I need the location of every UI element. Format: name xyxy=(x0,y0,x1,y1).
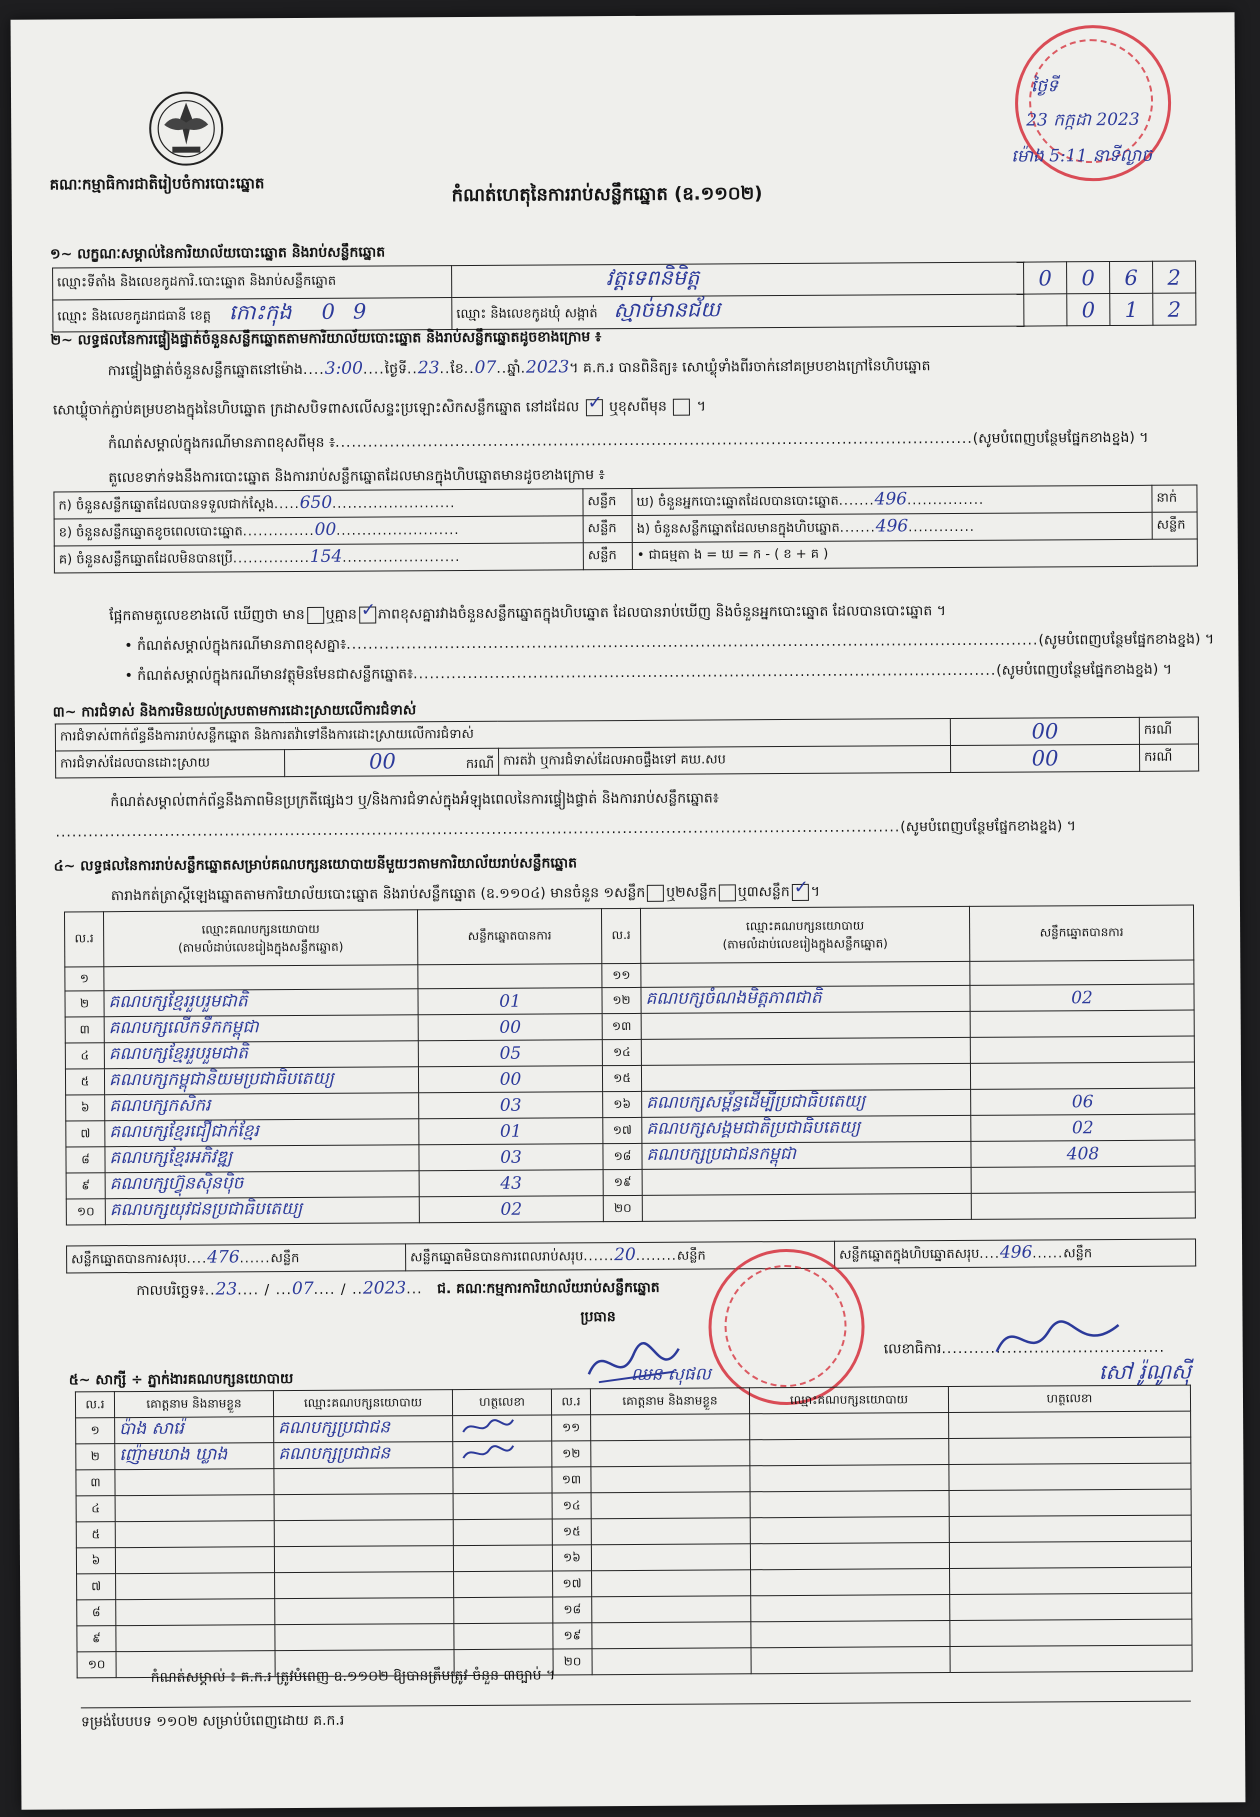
party-number: ២ xyxy=(79,995,90,1010)
witness-number: ៨ xyxy=(77,1600,116,1626)
note-diff2: • កំណត់សម្គាល់ក្នុងករណីមានភាពខុសគ្នា៖...............................................................................................................................(សូមបំពេញបន្ថែមផ្នែកខាងខ្នង) ។ xyxy=(124,631,1215,655)
witness-number: ១១ xyxy=(552,1415,591,1441)
party-votes: 00 xyxy=(499,1017,522,1038)
party-number: ៥ xyxy=(80,1073,90,1088)
three-sheet-checkbox[interactable]: ✓ xyxy=(792,883,809,900)
commune-value: ស្មាច់មានជ័យ xyxy=(613,297,721,323)
commune-code-digit: 0 xyxy=(1081,297,1096,322)
voters-count: 496 xyxy=(874,489,908,510)
province-code: 0 xyxy=(321,299,335,324)
location-value: វត្តទេពនិមិត្ត xyxy=(606,265,700,291)
stamp-date-line2: 23 កក្កដា 2023 xyxy=(1026,109,1140,131)
witness-signature xyxy=(949,1463,1191,1490)
witness-number: ៥ xyxy=(76,1522,115,1548)
party-number: ៧ xyxy=(80,1125,91,1140)
official-seal-center-inner xyxy=(724,1265,847,1388)
province-code: 9 xyxy=(352,299,367,324)
witness-signature xyxy=(949,1489,1191,1516)
witness-number: ៧ xyxy=(77,1574,116,1600)
witness-name: ប៉ាង សារ៉េ xyxy=(115,1417,274,1444)
formula: • ជាធម្មតា ង = ឃ = ក - ( ខ + គ ) xyxy=(632,539,1197,569)
witness-party xyxy=(274,1520,453,1547)
totals-row: សន្លឹកឆ្នោតបានការសរុប....476......សន្លឹក សន្លឹកឆ្នោតមិនបានការពេលរាប់សរុប......20........សន្លឹក សន្លឹកឆ្នោតក្នុងហិបឆ្នោតសរុប....496......សន្លឹក xyxy=(66,1239,1196,1274)
witness-signature xyxy=(453,1519,552,1546)
unused-ballots: 154 xyxy=(309,546,343,567)
witness-name xyxy=(592,1622,751,1649)
party-name: គណបក្សខ្មែរអភិវឌ្ឍ xyxy=(109,1147,233,1169)
witness-signature xyxy=(453,1467,552,1494)
party-number: ៦ xyxy=(80,1099,90,1114)
party-votes: 03 xyxy=(499,1095,522,1116)
party-votes: 02 xyxy=(500,1199,523,1220)
party-name: គណបក្សខ្មែររួបរួមជាតិ xyxy=(108,991,248,1013)
party-name: គណបក្សចំណងមិត្តភាពជាតិ xyxy=(645,987,822,1009)
complaints-note: កំណត់សម្គាល់ពាក់ព័ន្ធនឹងភាពមិនប្រក្រតីផ្សេងៗ ឬ/និងការជំទាស់ក្នុងអំឡុងពេលនៃការផ្ទៀងផ្ទាត់ និងការរាប់សន្លឹកឆ្នោត៖ xyxy=(110,790,719,811)
verify-day: 23 xyxy=(417,358,440,379)
witness-signature xyxy=(949,1541,1191,1568)
party-number: ១៦ xyxy=(613,1096,631,1111)
two-sheet-checkbox[interactable] xyxy=(719,884,736,901)
chair-label: ប្រធាន xyxy=(580,1309,616,1326)
section5-title: ៥~ សាក្សី ÷ ភ្នាក់ងារគណបក្សនយោបាយ xyxy=(68,1371,294,1389)
committee-label: ជ. គណៈកម្មការការិយាល័យរាប់សន្លឹកឆ្នោត xyxy=(436,1279,660,1298)
party-number: ៩ xyxy=(81,1177,90,1192)
witness-party xyxy=(274,1546,453,1573)
location-code-digit: 0 xyxy=(1081,265,1095,290)
witness-signature xyxy=(949,1411,1191,1438)
province-value: កោះកុង xyxy=(228,300,292,325)
verify-year: 2023 xyxy=(525,357,570,378)
witness-party xyxy=(750,1517,949,1544)
location-label: ឈ្មោះទីតាំង និងលេខកូដការិ.បោះឆ្នោត និងរាប់សន្លឹកឆ្នោត xyxy=(53,266,452,300)
section3-title: ៣~ ការជំទាស់ និងការមិនយល់ស្របតាមការដោះស្រាយលើការជំទាស់ xyxy=(52,702,417,721)
verify-line1: ការផ្ទៀងផ្ទាត់ចំនួនសន្លឹកឆ្នោតនៅម៉ោង....3:00....ថ្ងៃទី..23..ខែ..07..ឆ្នាំ.2023។ គ.ក.រ បានពិនិត្យ៖ សោឃ្លុំទាំងពីរចាក់នៅគម្របខាងក្រៅនៃហិបឆ្នោត xyxy=(107,357,931,380)
chair-name: ឈន សុផល xyxy=(630,1364,712,1385)
party-votes: 00 xyxy=(499,1069,522,1090)
witness-number: ១៥ xyxy=(552,1519,591,1545)
date-line: កាលបរិច្ឆេទ៖..23.... / ...07.... / ..2023... ជ. គណៈកម្មការការិយាល័យរាប់សន្លឹកឆ្នោត xyxy=(136,1278,660,1300)
footer: ទម្រង់បែបបទ ១១០២ សម្រាប់បំពេញដោយ គ.ក.រ xyxy=(80,1712,345,1731)
party-number: ៤ xyxy=(80,1047,90,1062)
witness-name xyxy=(591,1544,750,1571)
document-page xyxy=(11,12,1246,1809)
witness-number: ២ xyxy=(76,1444,115,1470)
has-difference-checkbox[interactable] xyxy=(307,606,324,623)
footnote: កំណត់សម្គាល់ ៖ គ.ក.រ ត្រូវបំពេញ ឧ.១១០២ ឱ្យបានត្រឹមត្រូវ ចំនួន ៣ច្បាប់ ។ xyxy=(150,1667,556,1686)
party-number: ១២ xyxy=(612,992,631,1007)
party-name: គណបក្សសង្គមជាតិប្រជាធិបតេយ្យ xyxy=(646,1117,861,1139)
party-votes: 02 xyxy=(1071,987,1093,1008)
tally-sheets-line: តារាងកត់ត្រាស្តីឡេងឆ្នោតតាមការិយាល័យបោះឆ្នោត និងរាប់សន្លឹកឆ្នោត (ឧ.១១០៤) មានចំនួន ១សន្លឹក ឬ២សន្លឹក ឬ៣សន្លឹក ✓ ។ xyxy=(110,876,821,905)
location-code-digit: 0 xyxy=(1038,265,1052,290)
party-votes: 06 xyxy=(1071,1091,1094,1112)
witness-party xyxy=(751,1647,950,1674)
party-votes: 03 xyxy=(500,1147,522,1168)
party-number: ១៣ xyxy=(611,1018,632,1033)
witness-number: ២០ xyxy=(553,1649,592,1675)
witness-name xyxy=(591,1492,750,1519)
witness-name xyxy=(115,1547,274,1574)
witness-name xyxy=(592,1596,751,1623)
commune-code-digit: 1 xyxy=(1124,297,1139,322)
witness-signature xyxy=(949,1437,1191,1464)
witness-name: ញ៉ោមឃាង ឃ្លាង xyxy=(115,1443,274,1470)
witness-number: ៤ xyxy=(76,1496,115,1522)
witness-signature xyxy=(949,1515,1191,1542)
complaints-table: ការជំទាស់ពាក់ព័ន្ធនឹងការរាប់សន្លឹកឆ្នោត និងការតវ៉ាទៅនឹងការដោះស្រាយលើការជំទាស់ 00 ករណី ការជំទាស់ដែលបានដោះស្រាយ 00 ករណី ការតវ៉ា ឬការជំទាស់ដែលអាចផ្ទឹងទៅ គឃ.សប 00 ករណី xyxy=(55,717,1199,779)
witness-signature xyxy=(950,1619,1192,1646)
witness-signature xyxy=(950,1593,1192,1620)
witness-party xyxy=(750,1543,949,1570)
location-code-digit: 2 xyxy=(1167,265,1181,290)
witness-signature-icon xyxy=(457,1416,517,1438)
witness-number: ១៦ xyxy=(552,1545,591,1571)
witness-number: ៣ xyxy=(76,1470,115,1496)
total-invalid: 20 xyxy=(614,1244,636,1266)
witness-party xyxy=(750,1413,949,1440)
escalated-count: 00 xyxy=(1031,746,1059,771)
witness-party xyxy=(275,1598,454,1625)
section1-table xyxy=(52,261,1196,333)
province-label: ឈ្មោះ និងលេខកូដរាជធានី ខេត្ត xyxy=(57,308,212,325)
same-checkbox[interactable]: ✓ xyxy=(586,399,603,416)
party-name: គណបក្សខ្មែរជឿជាក់ខ្មែរ xyxy=(109,1121,259,1143)
witness-party xyxy=(750,1439,949,1466)
party-name: គណបក្សកម្ពុជានិយមប្រជាធិបតេយ្យ xyxy=(108,1068,334,1091)
witness-signature xyxy=(453,1415,552,1442)
figures-intro: តួលេខទាក់ទងនឹងការបោះឆ្នោត និងការរាប់សន្លឹកឆ្នោតដែលមានក្នុងហិបឆ្នោតមានដូចខាងក្រោម ៖ xyxy=(108,467,605,487)
witness-name xyxy=(591,1414,750,1441)
commune-code-digit: 2 xyxy=(1167,297,1182,322)
received-ballots: 650 xyxy=(299,492,333,513)
party-number: ២០ xyxy=(613,1200,632,1215)
witness-party xyxy=(750,1491,949,1518)
party-votes: 408 xyxy=(1066,1143,1100,1164)
party-number: ១៥ xyxy=(613,1070,631,1085)
total-in-box: 496 xyxy=(999,1242,1033,1263)
party-number: ៨ xyxy=(81,1151,90,1166)
spoiled-ballots: 00 xyxy=(314,519,337,540)
party-name: គណបក្សខ្មែររួបរួមជាតិ xyxy=(108,1043,249,1065)
witness-name xyxy=(116,1573,275,1600)
witness-number: ១២ xyxy=(552,1441,591,1467)
secretary-label: លេខាធិការ......................................... xyxy=(883,1339,1165,1358)
party-number: ១៤ xyxy=(613,1044,631,1059)
changed-checkbox[interactable] xyxy=(673,398,690,415)
witness-name xyxy=(592,1648,751,1675)
witness-number: ១៤ xyxy=(552,1493,591,1519)
witness-number: ១០ xyxy=(77,1652,116,1678)
difference-line: ផ្អែកតាមតួលេខខាងលើ ឃើញថា មាន ឬគ្មាន ✓ ភាពខុសគ្នារវាងចំនួនសន្លឹកឆ្នោតក្នុងហិបឆ្នោត ដែលបានរាប់ឃើញ និងចំនួនអ្នកបោះឆ្នោត ដែលបានបោះឆ្នោត ។ xyxy=(109,599,946,625)
party-number: ៣ xyxy=(79,1021,90,1036)
party-votes: 43 xyxy=(500,1173,523,1194)
witness-party: គណបក្សប្រជាជន xyxy=(274,1416,453,1443)
witness-party xyxy=(275,1572,454,1599)
org-name: គណៈកម្មាធិការជាតិរៀបចំការបោះឆ្នោត xyxy=(49,174,265,194)
witness-number: ៦ xyxy=(76,1548,115,1574)
witness-name xyxy=(115,1495,274,1522)
witness-number: ១ xyxy=(76,1418,115,1444)
witness-party xyxy=(751,1595,950,1622)
witness-number: ៩ xyxy=(77,1626,116,1652)
witness-party xyxy=(275,1624,454,1651)
party-number: ១ xyxy=(79,970,89,985)
page-title: កំណត់ហេតុនៃការរាប់សន្លឹកឆ្នោត (ឧ.១១០២) xyxy=(451,183,763,207)
resolved-count: 00 xyxy=(369,749,396,774)
witness-number: ១៨ xyxy=(553,1597,592,1623)
witness-signature xyxy=(453,1441,552,1468)
total-valid: 476 xyxy=(207,1247,240,1268)
commune-label: ឈ្មោះ និងលេខកូដឃុំ សង្កាត់ xyxy=(456,306,598,323)
witness-signature xyxy=(453,1545,552,1572)
witness-party xyxy=(751,1569,950,1596)
witness-party xyxy=(274,1494,453,1521)
stamp-date-line3: ម៉ោង 5:11 នាទីល្ងាច xyxy=(1011,145,1153,167)
witness-name xyxy=(116,1625,275,1652)
one-sheet-checkbox[interactable] xyxy=(647,884,664,901)
party-name: គណបក្សប្រជាជនកម្ពុជា xyxy=(646,1143,797,1165)
witness-name xyxy=(591,1518,750,1545)
witness-signature xyxy=(950,1645,1192,1672)
party-name: គណបក្សហ៊្វុនស៊ិនប៉ិច xyxy=(109,1173,244,1195)
complaints-count: 00 xyxy=(1031,719,1059,744)
party-votes: 05 xyxy=(499,1043,522,1064)
party-name: គណបក្សលើកទឹកកម្ពុជា xyxy=(108,1017,259,1039)
footer-divider xyxy=(81,1701,1191,1709)
witness-name xyxy=(116,1599,275,1626)
party-votes: 01 xyxy=(499,991,521,1012)
party-number: ១៩ xyxy=(613,1174,632,1189)
stamp-date-line1: ថ្ងៃទី xyxy=(1030,76,1059,97)
party-number: ១០ xyxy=(76,1203,95,1218)
section4-title: ៤~ លទ្ធផលនៃការរាប់សន្លឹកឆ្នោតសម្រាប់គណបក្សនយោបាយនីមួយៗតាមការិយាល័យរាប់សន្លឹកឆ្នោត xyxy=(53,855,578,875)
section1-title: ១~ លក្ខណៈសម្គាល់នៃការិយាល័យបោះឆ្នោត និងរាប់សន្លឹកឆ្នោត xyxy=(49,244,386,263)
witness-table: ល.រ គោត្តនាម និងនាមខ្លួន ឈ្មោះគណបក្សនយោបាយ ហត្ថលេខា ល.រ គោត្តនាម និងនាមខ្លួន ឈ្មោះគណបក្សនយោបាយ ហត្ថលេខា ១ ប៉ាង សារ៉េ គណបក្សប្រជាជន ១១ ២ ញ៉ោមឃាង ឃ្លាង គណបក្សប្រជាជន ១២ ៣ ១៣ ៤ ១៤ ៥ ១៥ ៦ ១៦ ៧ ១៧ ៨ ១៨ ៩ ១៩ ១០ ២០ xyxy=(75,1385,1193,1679)
witness-number: ១៩ xyxy=(553,1623,592,1649)
emblem-icon xyxy=(146,88,226,168)
witness-number: ១៣ xyxy=(552,1467,591,1493)
note-diff: កំណត់សម្គាល់ក្នុងករណីមានភាពខុសពីមុន ៖.....................................................................................................................(សូមបំពេញបន្ថែមផ្នែកខាងខ្នង) ។ xyxy=(108,429,1149,453)
witness-party: គណបក្សប្រជាជន xyxy=(274,1442,453,1469)
witness-signature xyxy=(454,1597,553,1624)
witness-signature-icon xyxy=(457,1442,517,1464)
location-code-digit: 6 xyxy=(1124,265,1138,290)
witness-name xyxy=(592,1570,751,1597)
party-name: គណបក្សកសិករ xyxy=(109,1095,211,1117)
ballots-in-box: 496 xyxy=(875,516,909,537)
secretary-name: សៅ រ៉ូណូស៊ី xyxy=(1098,1359,1192,1385)
party-number: ១១ xyxy=(612,967,631,982)
verify-time: 3:00 xyxy=(324,358,363,379)
witness-name xyxy=(591,1440,750,1467)
witness-party xyxy=(751,1621,950,1648)
no-difference-checkbox[interactable]: ✓ xyxy=(359,606,376,623)
section2-title: ២~ លទ្ធផលនៃការផ្ទៀងផ្ទាត់ចំនួនសន្លឹកឆ្នោតតាមការិយាល័យបោះឆ្នោត និងរាប់សន្លឹកឆ្នោតដូចខាងក្រោម ៖ xyxy=(50,329,602,349)
party-votes: 02 xyxy=(1071,1117,1094,1138)
results-table: ល.រ ឈ្មោះគណបក្សនយោបាយ (តាមលំដាប់លេខរៀងក្នុងសន្លឹកឆ្នោត) សន្លឹកឆ្នោតបានការ ល.រ ឈ្មោះគណបក្សនយោបាយ (តាមលំដាប់លេខរៀងក្នុងសន្លឹកឆ្នោត) សន្លឹកឆ្នោតបានការ ១ ១១ ២ គណបក្សខ្មែររួបរួមជាតិ 01 ១២ គណបក្សចំណងមិត្តភាពជាតិ 02 ៣ គណបក្សលើកទឹកកម្ពុជា 00 ១៣ ៤ គណបក្សខ្មែររួបរួមជាតិ 05 ១៤ ៥ គណបក្សកម្ពុជានិយមប្រជាធិបតេយ្យ 00 ១៥ ៦ គណបក្សកសិករ 03 ១៦ គណបក្សសម្ព័ន្ធដើម្បីប្រជាធិបតេយ្យ 06 ៧ គណបក្សខ្មែរជឿជាក់ខ្មែរ 01 ១៧ គណបក្សសង្គមជាតិប្រជាធិបតេយ្យ 02 ៨ គណបក្សខ្មែរអភិវឌ្ឍ 03 ១៨ គណបក្សប្រជាជនកម្ពុជា 408 ៩ គណបក្សហ៊្វុនស៊ិនប៉ិច 43 ១៩ ១០ គណបក្សយុវជនប្រជាធិបតេយ្យ 02 ២០ xyxy=(64,905,1196,1226)
witness-signature xyxy=(453,1493,552,1520)
note-doc: • កំណត់សម្គាល់ក្នុងករណីមានវត្ថុមិនមែនជាសន្លឹកឆ្នោត៖...........................................................................................................(សូមបំពេញបន្ថែមផ្នែកខាងខ្នង) ។ xyxy=(124,661,1172,685)
party-votes: 01 xyxy=(499,1121,522,1142)
witness-name xyxy=(591,1466,750,1493)
verify-month: 07 xyxy=(474,357,497,378)
witness-signature xyxy=(950,1567,1192,1594)
party-number: ១៧ xyxy=(612,1122,632,1137)
witness-signature xyxy=(454,1623,553,1650)
party-name: គណបក្សសម្ព័ន្ធដើម្បីប្រជាធិបតេយ្យ xyxy=(646,1091,866,1113)
figures-table: ក) ចំនួនសន្លឹកឆ្នោតដែលបានទទួលជាក់ស្តែង.....650........................ សន្លឹក ឃ) ចំនួនអ្នកបោះឆ្នោតដែលបានបោះឆ្នោត.......496............... នាក់ ខ) ចំនួនសន្លឹកឆ្នោតខូចពេលបោះឆ្នោត..............00........................ សន្លឹក ង) ចំនួនសន្លឹកឆ្នោតដែលមានក្នុងហិបឆ្នោត.......496............. សន្លឹក គ) ចំនួនសន្លឹកឆ្នោតដែលមិនបានប្រើ...............154....................... សន្លឹក • ជាធម្មតា ង = ឃ = ក - ( ខ + គ ) xyxy=(53,485,1197,574)
party-number: ១៨ xyxy=(613,1148,632,1163)
party-name: គណបក្សយុវជនប្រជាធិបតេយ្យ xyxy=(109,1198,303,1221)
witness-signature xyxy=(454,1571,553,1598)
complaints-note-fill: ...........................................................................................................................................................(សូមបំពេញបន្ថែមផ្នែកខាងខ្នង) ។ xyxy=(55,818,1077,841)
witness-party xyxy=(750,1465,949,1492)
witness-name xyxy=(115,1521,274,1548)
verify-line2: សោឃ្លុំចាក់ភ្ជាប់គម្របខាងក្នុងនៃហិបឆ្នោត ក្រដាសបិទពាសលើសន្ទះប្រឡោះសិកសន្លឹកឆ្នោត នៅដដែល ✓ ឬខុសពីមុន ។ xyxy=(52,391,707,419)
witness-name xyxy=(115,1469,274,1496)
witness-party xyxy=(274,1468,453,1495)
witness-number: ១៧ xyxy=(553,1571,592,1597)
